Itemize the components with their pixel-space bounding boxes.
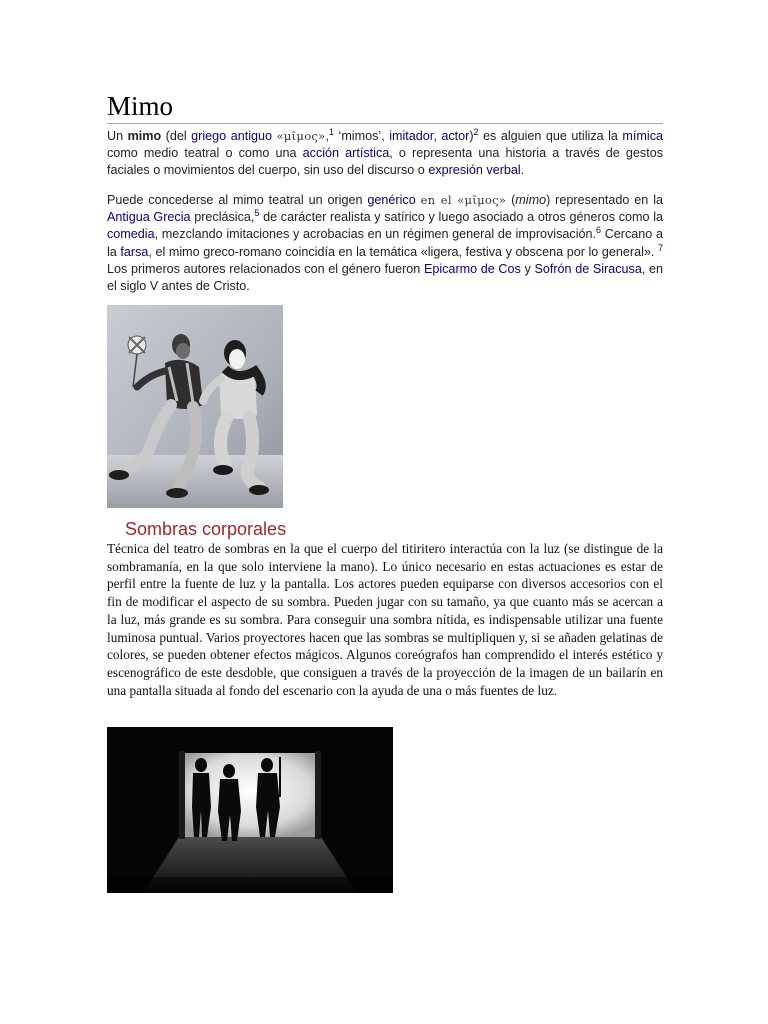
text-run: es alguien que utiliza la	[478, 129, 623, 143]
text-run: (	[506, 193, 516, 207]
origin-paragraph	[107, 192, 663, 295]
link-epicarmo-de-cos[interactable]: Epicarmo de Cos	[423, 261, 521, 276]
greek-term: en el «μῖμος»	[420, 193, 507, 207]
term-mimo: mimo	[127, 129, 162, 143]
text-run: Los primeros autores relacionados con el género fueron	[107, 261, 424, 276]
mime-performers-photo	[107, 305, 283, 508]
text-run: (del	[161, 129, 192, 143]
text-run: , mezclando imitaciones y acrobacias en un régimen general de improvisación.	[154, 227, 597, 242]
section-heading: Sombras corporales	[125, 519, 287, 539]
text-run: , en el siglo V antes de Cristo.	[107, 261, 664, 294]
text-run: .	[520, 163, 525, 178]
intro-paragraph	[107, 128, 663, 180]
link-actor[interactable]: actor	[441, 129, 470, 143]
link-sofron-de-siracusa[interactable]: Sofrón de Siracusa	[534, 261, 642, 276]
text-run: , o representa una historia a través de gestos faciales o movimientos del cuerpo, sin uso del discurso o	[107, 146, 663, 178]
link-imitador[interactable]: imitador	[389, 129, 434, 143]
link-accion-artistica[interactable]: acción artística	[302, 146, 390, 161]
reference-5[interactable]: 5	[254, 208, 260, 219]
text-run: Cercano a la	[107, 227, 663, 259]
text-run: ) representado en la	[546, 193, 663, 207]
text-run: Un	[107, 129, 128, 143]
text-run: Puede concederse al mimo teatral un origen	[107, 193, 368, 207]
reference-7[interactable]: 7	[657, 242, 663, 253]
section-paragraph: Técnica del teatro de sombras en la que el cuerpo del titiritero interactúa con la luz (se distingue de la sombramanía, en la que solo interviene la mano). Lo único necesario en estas actuaciones es estar de perfil entre la fuente de luz y la pantalla. Los actores pueden equiparse con diversos accesorios con el fin de modificar el aspecto de su sombra. Pueden jugar con su tamaño, ya que cuanto más se acercan a la luz, más grande es su sombra. Para conseguir una sombra nítida, es indispensable utilizar una fuente luminosa puntual. Varios proyectores hacen que las sombras se multipliquen y, si se añaden gelatinas de colores, se pueden obtener efectos mágicos. Algunos coreógrafos han comprendido el interés estético y escenográfico de este desdoble, que consiguen a través de la proyección de la imagen de un bailarín en una pantalla situada al fondo del escenario con la ayuda de una o más fuentes de luz.	[107, 541, 663, 698]
link-antiguo[interactable]: antiguo	[230, 129, 273, 143]
shadow-theatre-photo	[107, 727, 393, 893]
reference-1[interactable]: 1	[329, 126, 335, 137]
reference-6[interactable]: 6	[596, 225, 602, 236]
text-run: y	[520, 261, 535, 276]
link-griego[interactable]: griego	[191, 129, 227, 143]
text-run: como medio teatral o como una	[107, 146, 303, 161]
text-run: de carácter realista y satírico y luego asociado a otros géneros como la	[259, 210, 663, 225]
text-run: ,	[433, 129, 442, 143]
link-farsa[interactable]: farsa	[120, 244, 149, 259]
reference-2[interactable]: 2	[473, 126, 479, 137]
greek-term: «μῖμος»	[276, 129, 326, 143]
link-expresion-verbal[interactable]: expresión verbal	[428, 163, 521, 178]
text-run: , el mimo greco-romano coincidía en la temática «ligera, festiva y obscena por lo general».	[148, 244, 658, 259]
term-mimo-italic: mimo	[515, 193, 547, 207]
link-comedia[interactable]: comedia	[107, 227, 155, 242]
text-run: ,	[325, 129, 330, 143]
link-antigua-grecia[interactable]: Antigua Grecia	[107, 210, 191, 225]
text-run: )	[469, 129, 474, 143]
text-run: preclásica,	[190, 210, 255, 225]
page-title: Mimo	[107, 90, 663, 124]
link-generico[interactable]: genérico	[367, 193, 416, 207]
text-run: ‘mimos’,	[334, 129, 390, 143]
link-mimica[interactable]: mímica	[622, 129, 664, 143]
